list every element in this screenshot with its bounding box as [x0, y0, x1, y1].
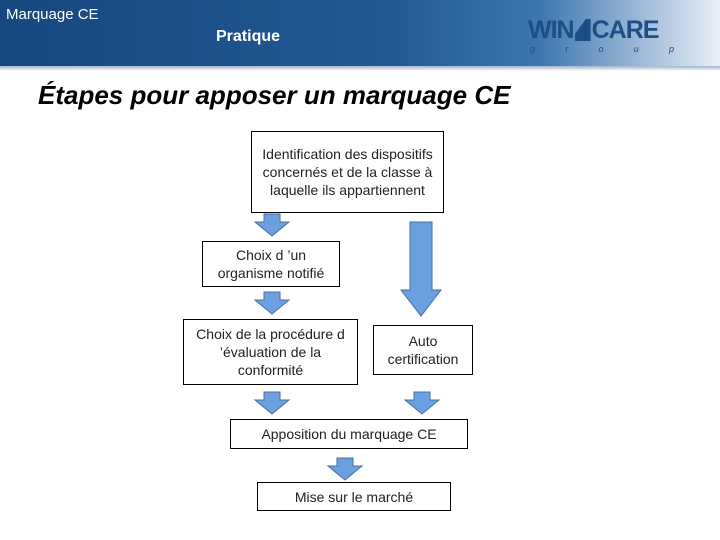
node-identification: Identification des dispositifs concernés et de la classe à laquelle ils appartiennent [251, 131, 444, 213]
node-auto: Auto certification [373, 325, 473, 375]
slide-subtitle: Pratique [216, 28, 281, 45]
flow-arrow-identification-organisme [255, 214, 289, 236]
flow-arrow-organisme-procedure [255, 292, 289, 314]
node-apposition: Apposition du marquage CE [230, 419, 468, 449]
flow-arrow-apposition-marche [328, 458, 362, 480]
node-marche: Mise sur le marché [257, 482, 451, 511]
logo-sub-letter: o [598, 44, 604, 54]
page-title: Étapes pour apposer un marquage CE [38, 80, 511, 110]
logo-sub-letter: p [668, 44, 674, 54]
logo-sub-letter: g [530, 44, 536, 54]
node-organisme: Choix d ’un organisme notifié [202, 241, 340, 287]
logo-text-left: WIN [528, 16, 574, 44]
node-procedure: Choix de la procédure d ’évaluation de la conformité [183, 319, 358, 385]
flow-arrow-identification-auto [401, 222, 441, 316]
logo-sub-letter: u [633, 44, 639, 54]
logo-text-right: CARE [591, 16, 659, 44]
section-label: Marquage CE [6, 6, 99, 23]
flow-arrow-procedure-apposition [255, 392, 289, 414]
logo-sub-letter: r [565, 44, 569, 54]
flow-arrow-auto-apposition [405, 392, 439, 414]
